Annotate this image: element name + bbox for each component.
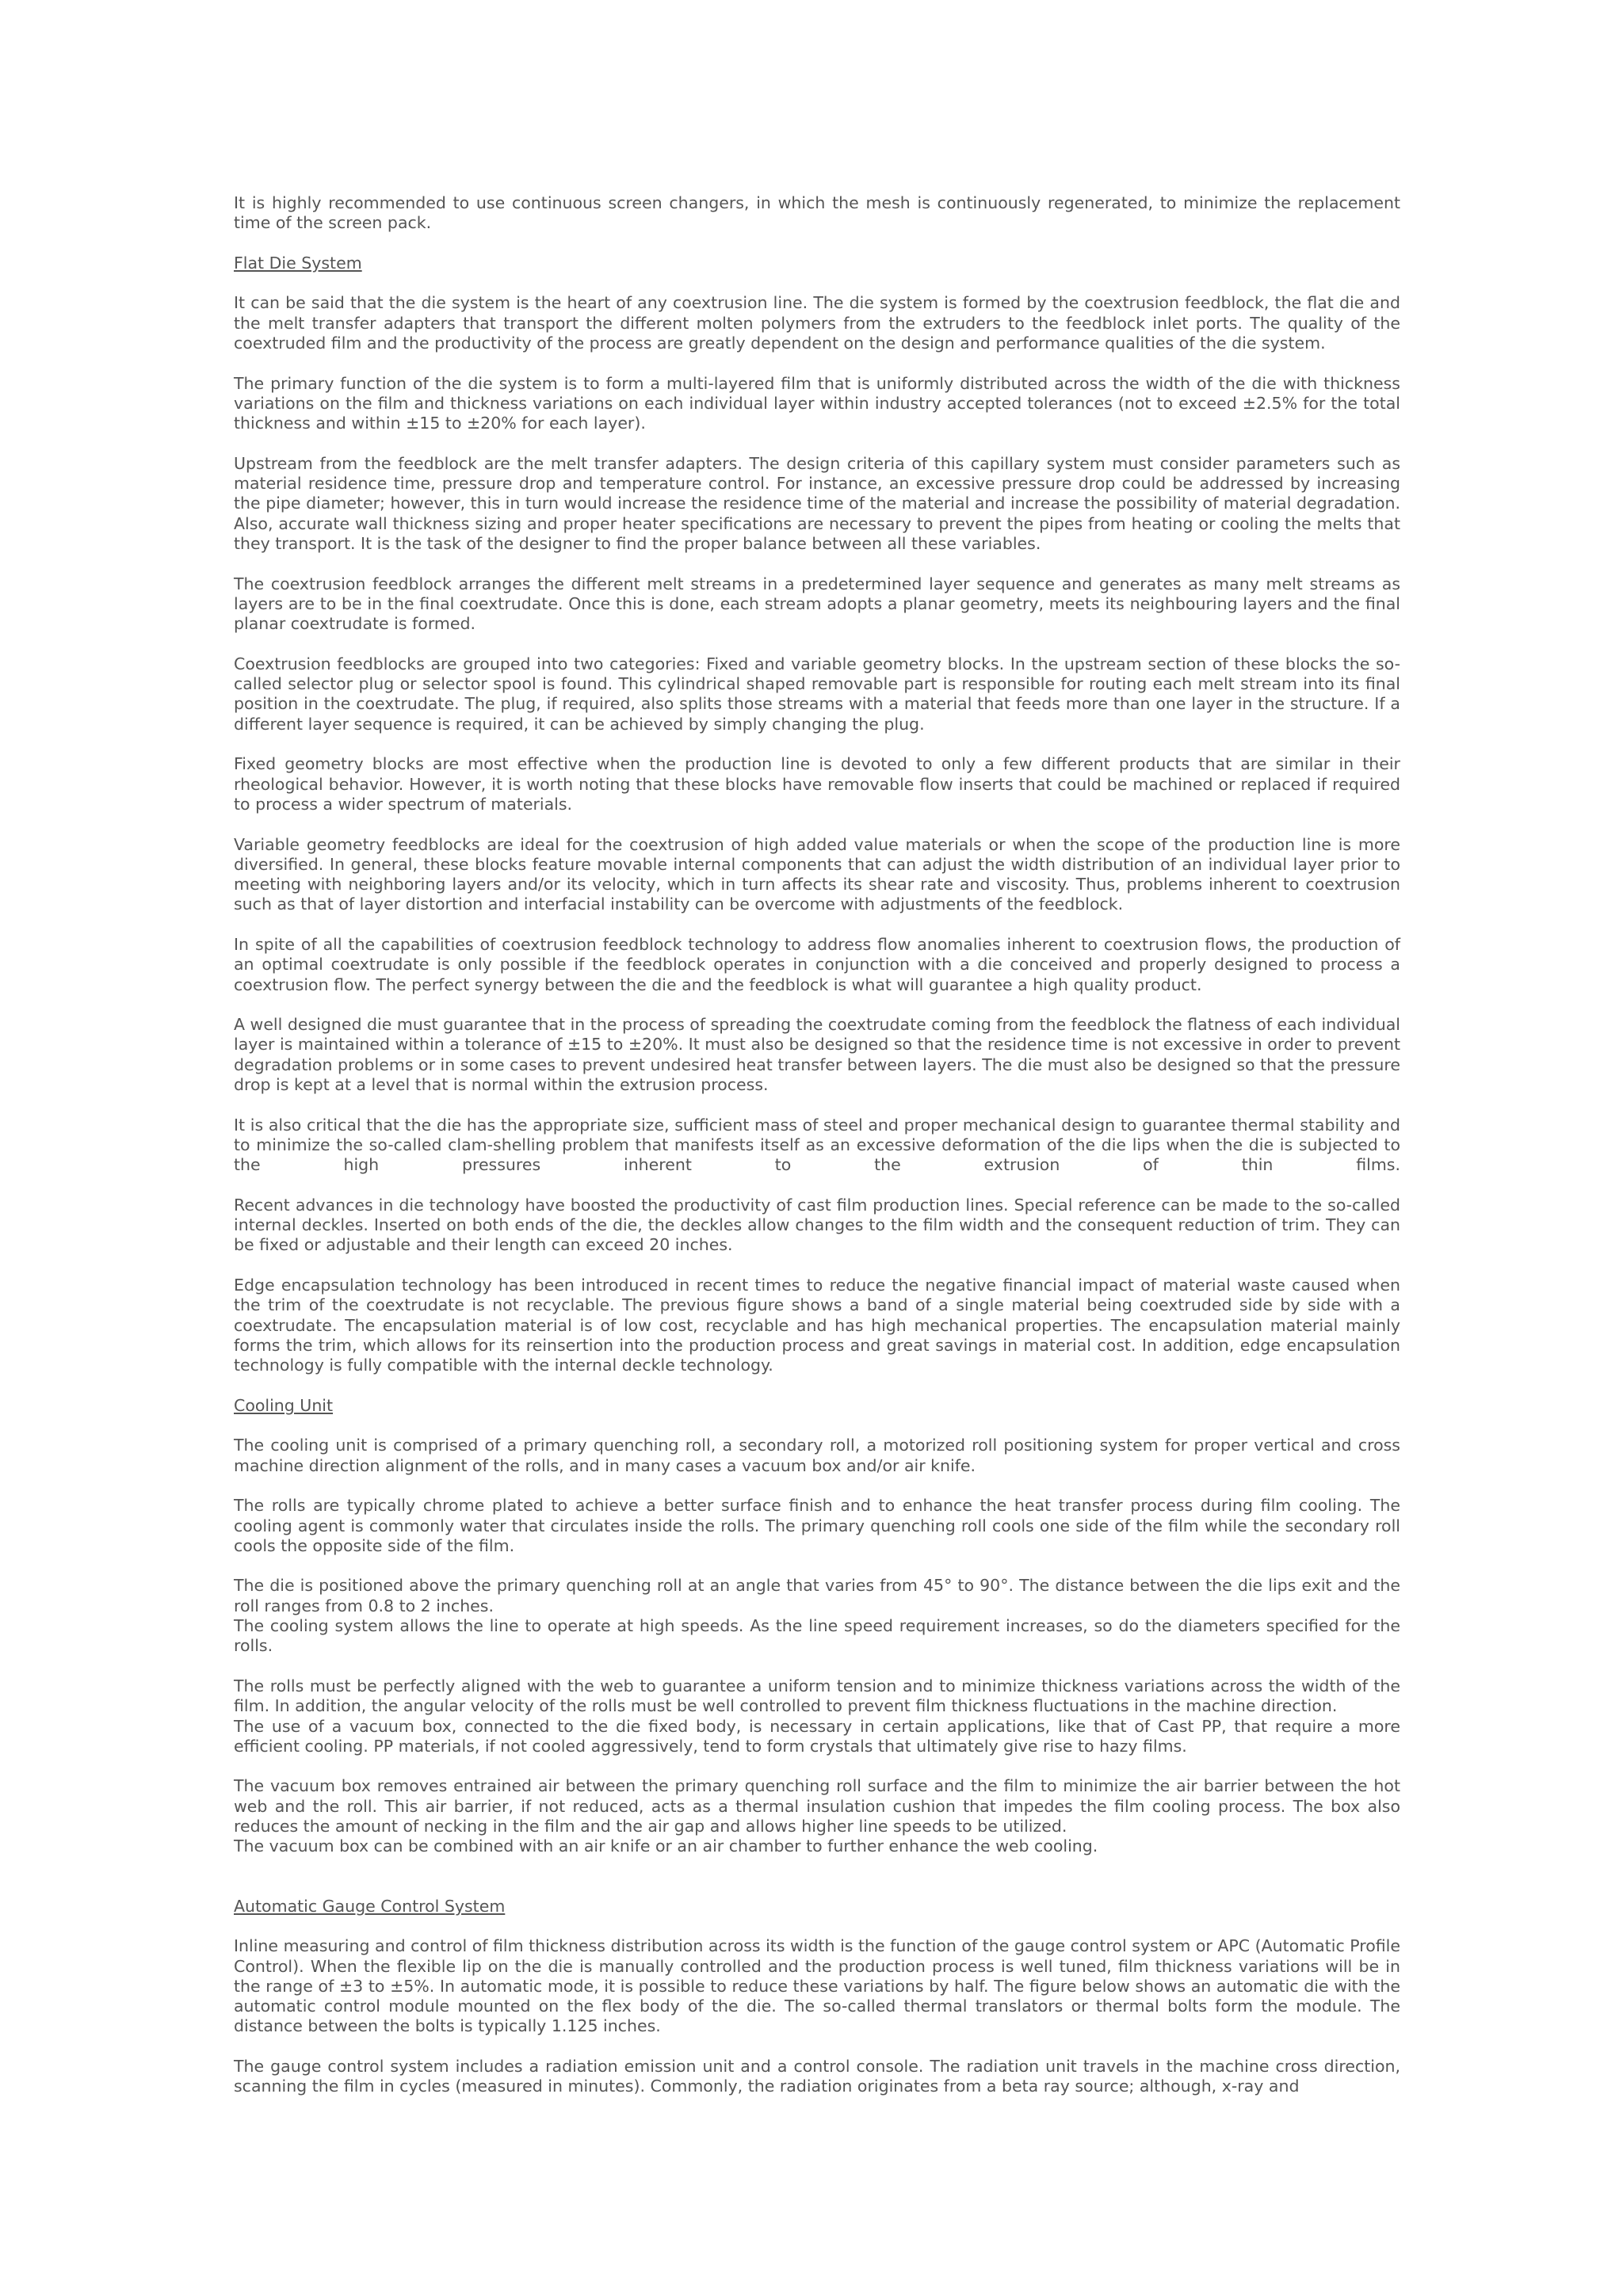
paragraph-radiation-unit: The gauge control system includes a radiation emission unit and a control console. The radiation unit travels in the machine cross direction, scanning the film in cycles (measured in minutes). Commonly, the radiation originates from a beta ray source; although, x-ray and — [234, 2057, 1400, 2096]
paragraph-primary-function: The primary function of the die system is to form a multi-layered film that is uniformly distributed across the width of the die with thickness variations on the film and thickness variations on each individual layer within industry accepted tolerances (not to exceed ±2.5% for the total thickness and within ±15 to ±20% for each layer). — [234, 373, 1400, 433]
paragraph-roll-alignment: The rolls must be perfectly aligned with the web to guarantee a uniform tension and to minimize thickness variations across the width of the film. In addition, the angular velocity of the rolls must be well controlled to prevent film thickness fluctuations in the machine direction. — [234, 1676, 1400, 1716]
heading-cooling-unit: Cooling Unit — [234, 1395, 334, 1415]
paragraph-well-designed-die: A well designed die must guarantee that in the process of spreading the coextrudate coming from the feedblock the flatness of each individual layer is maintained within a tolerance of ±15 to ±20%. It must also be designed so that the residence time is not excessive in order to prevent degradation problems or in some cases to prevent undesired heat transfer between layers. The die must also be designed so that the pressure drop is kept at a level that is normal within the extrusion process. — [234, 1015, 1400, 1095]
heading-flat-die-system: Flat Die System — [234, 253, 362, 273]
paragraph-die-system-heart: It can be said that the die system is the heart of any coextrusion line. The die system is formed by the coextrusion feedblock, the flat die and the melt transfer adapters that transport the different molten polymers from the extruders to the feedblock inlet ports. The quality of the coextruded film and the productivity of the process are greatly dependent on the design and performance qualities of the die system. — [234, 293, 1400, 353]
paragraph-edge-encapsulation: Edge encapsulation technology has been introduced in recent times to reduce the negative financial impact of material waste caused when the trim of the coextrudate is not recyclable. The previous figure shows a band of a single material being coextruded side by side with a coextrudate. The encapsulation material is of low cost, recyclable and has high mechanical properties. The encapsulation material mainly forms the trim, which allows for its reinsertion into the production process and great savings in material cost. In addition, edge encapsulation technology is fully compatible with the internal deckle technology. — [234, 1276, 1400, 1375]
heading-automatic-gauge-control: Automatic Gauge Control System — [234, 1896, 506, 1916]
paragraph-feedblock-arranges: The coextrusion feedblock arranges the different melt streams in a predetermined layer sequence and generates as many melt streams as layers are to be in the final coextrudate. Once this is done, each stream adopts a planar geometry, meets its neighbouring layers and the final planar coextrudate is formed. — [234, 574, 1400, 634]
document-page — [234, 193, 1400, 2117]
paragraph-screen-changers: It is highly recommended to use continuous screen changers, in which the mesh is continuously regenerated, to minimize the replacement time of the screen pack. — [234, 193, 1400, 233]
paragraph-air-knife: The vacuum box can be combined with an air knife or an air chamber to further enhance the web cooling. — [234, 1836, 1098, 1856]
paragraph-chrome-rolls: The rolls are typically chrome plated to achieve a better surface finish and to enhance the heat transfer process during film cooling. The cooling agent is commonly water that circulates inside the rolls. The primary quenching roll cools one side of the film while the secondary roll cools the opposite side of the film. — [234, 1496, 1400, 1555]
paragraph-variable-geometry: Variable geometry feedblocks are ideal for the coextrusion of high added value materials or when the scope of the production line is more diversified. In general, these blocks feature movable internal components that can adjust the width distribution of an individual layer prior to meeting with neighboring layers and/or its velocity, which in turn affects its shear rate and viscosity. Thus, problems inherent to coextrusion such as that of layer distortion and interfacial instability can be overcome with adjustments of the feedblock. — [234, 834, 1400, 914]
paragraph-cooling-unit-components: The cooling unit is comprised of a primary quenching roll, a secondary roll, a motorized roll positioning system for proper vertical and cross machine direction alignment of the rolls, and in many cases a vacuum box and/or air knife. — [234, 1436, 1400, 1475]
paragraph-internal-deckles: Recent advances in die technology have boosted the productivity of cast film production lines. Special reference can be made to the so-called internal deckles. Inserted on both ends of the die, the deckles allow changes to the film width and the consequent reduction of trim. They can be fixed or adjustable and their length can exceed 20 inches. — [234, 1195, 1400, 1255]
paragraph-inline-measuring: Inline measuring and control of film thickness distribution across its width is the function of the gauge control system or APC (Automatic Profile Control). When the flexible lip on the die is manually controlled and the production process is well tuned, film thickness variations will be in the range of ±3 to ±5%. In automatic mode, it is possible to reduce these variations by half. The figure below shows an automatic die with the automatic control module mounted on the flex body of the die. The so-called thermal translators or thermal bolts form the module. The distance between the bolts is typically 1.125 inches. — [234, 1936, 1400, 2036]
paragraph-line-speed: The cooling system allows the line to operate at high speeds. As the line speed requirement increases, so do the diameters specified for the rolls. — [234, 1616, 1400, 1656]
paragraph-die-position: The die is positioned above the primary quenching roll at an angle that varies from 45° to 90°. The distance between the die lips exit and the roll ranges from 0.8 to 2 inches. — [234, 1576, 1400, 1615]
paragraph-vacuum-box-use: The use of a vacuum box, connected to the die fixed body, is necessary in certain applications, like that of Cast PP, that require a more efficient cooling. PP materials, if not cooled aggressively, tend to form crystals that ultimately give rise to hazy films. — [234, 1716, 1400, 1756]
paragraph-die-size: It is also critical that the die has the appropriate size, sufficient mass of steel and proper mechanical design to guarantee thermal stability and to minimize the so-called clam-shelling problem that manifests itself as an excessive deformation of the die lips when the die is subjected to the high pressures inherent to the extrusion of thin films. — [234, 1115, 1400, 1175]
paragraph-feedblock-categories: Coextrusion feedblocks are grouped into two categories: Fixed and variable geometry blocks. In the upstream section of these blocks the so-called selector plug or selector spool is found. This cylindrical shaped removable part is responsible for routing each melt stream into its final position in the coextrudate. The plug, if required, also splits those streams with a material that feeds more than one layer in the structure. If a different layer sequence is required, it can be achieved by simply changing the plug. — [234, 654, 1400, 734]
paragraph-melt-transfer-adapters: Upstream from the feedblock are the melt transfer adapters. The design criteria of this capillary system must consider parameters such as material residence time, pressure drop and temperature control. For instance, an excessive pressure drop could be addressed by increasing the pipe diameter; however, this in turn would increase the residence time of the material and increase the possibility of material degradation. Also, accurate wall thickness sizing and proper heater specifications are necessary to prevent the pipes from heating or cooling the melts that they transport. It is the task of the designer to find the proper balance between all these variables. — [234, 453, 1400, 554]
paragraph-vacuum-box-air: The vacuum box removes entrained air between the primary quenching roll surface and the film to minimize the air barrier between the hot web and the roll. This air barrier, if not reduced, acts as a thermal insulation cushion that impedes the film cooling process. The box also reduces the amount of necking in the film and the air gap and allows higher line speeds to be utilized. — [234, 1776, 1400, 1836]
paragraph-fixed-geometry: Fixed geometry blocks are most effective when the production line is devoted to only a few different products that are similar in their rheological behavior. However, it is worth noting that these blocks have removable flow inserts that could be machined or replaced if required to process a wider spectrum of materials. — [234, 754, 1400, 814]
paragraph-synergy: In spite of all the capabilities of coextrusion feedblock technology to address flow anomalies inherent to coextrusion flows, the production of an optimal coextrudate is only possible if the feedblock operates in conjunction with a die conceived and properly designed to process a coextrusion flow. The perfect synergy between the die and the feedblock is what will guarantee a high quality product. — [234, 934, 1400, 994]
